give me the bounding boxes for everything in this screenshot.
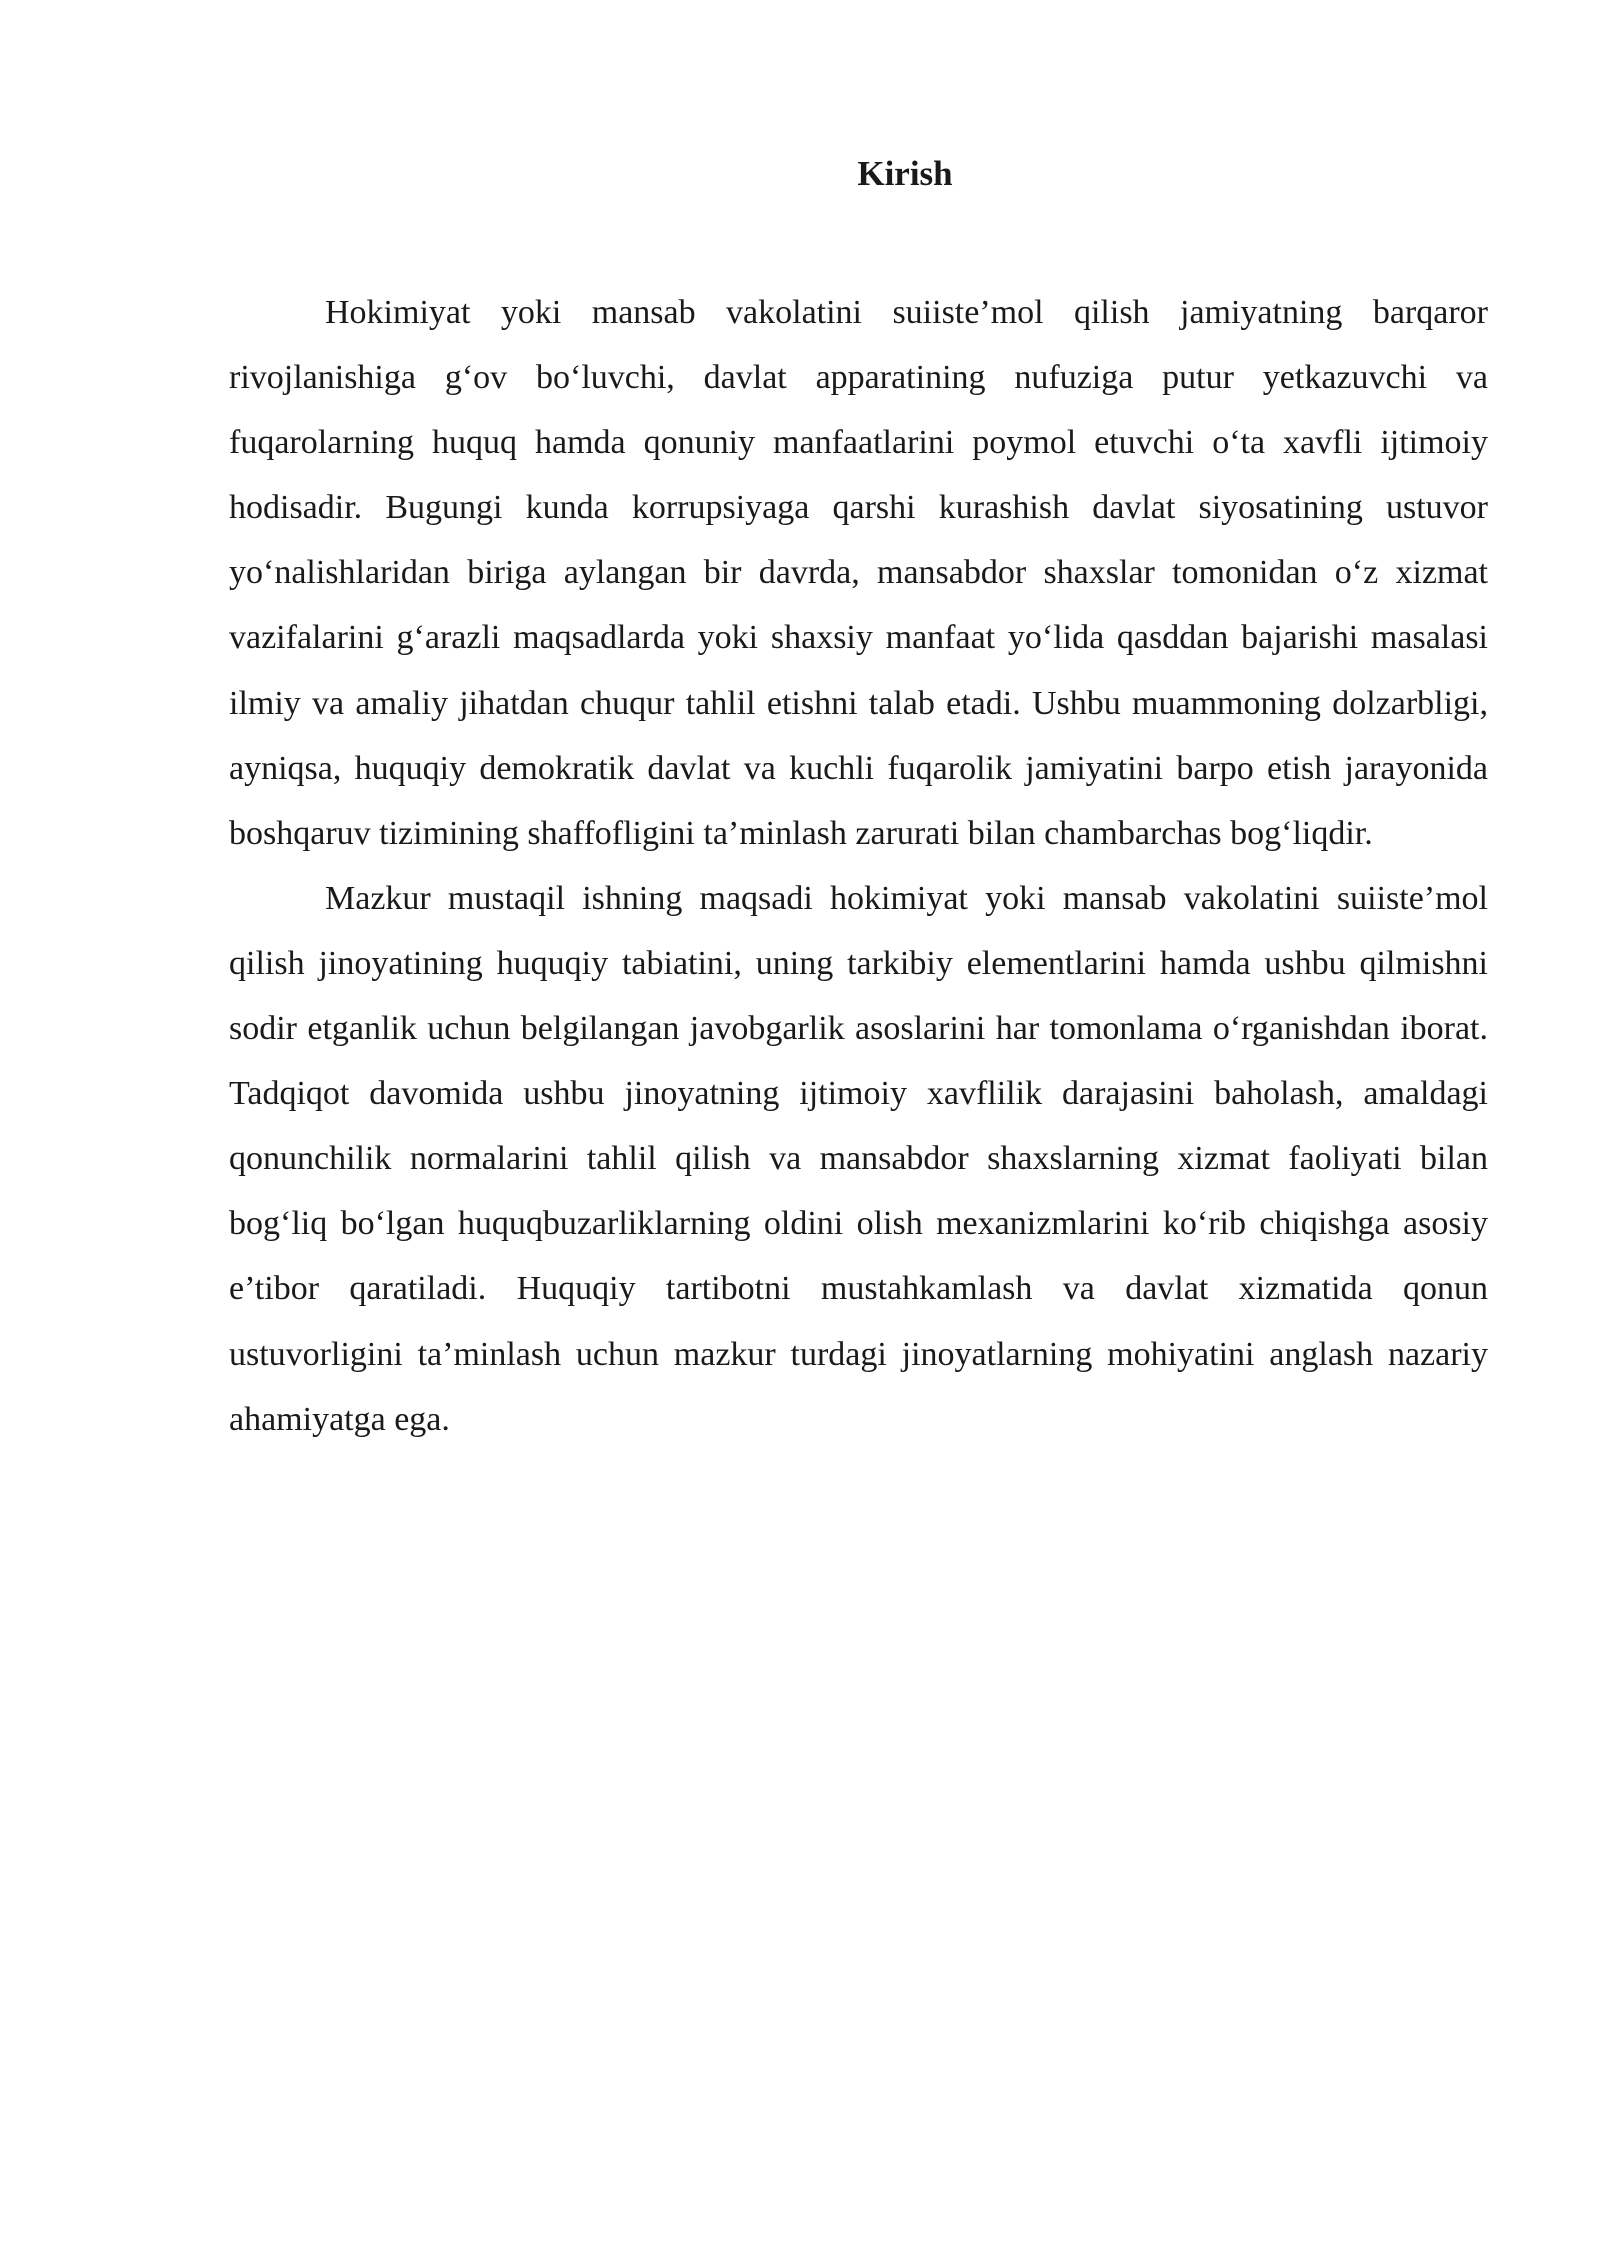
document-body: [229, 280, 1488, 1452]
page-title: Kirish: [857, 154, 953, 193]
paragraph-intro: Hokimiyat yoki mansab vakolatini suiiste’mol qilish jamiyatning barqaror rivojlanishiga g‘ov bo‘luvchi, davlat apparatining nufuziga putur yetkazuvchi va fuqarolarning huquq hamda qonuniy manfaatlarini poymol etuvchi o‘ta xavfli ijtimoiy hodisadir. Bugungi kunda korrupsiyaga qarshi kurashish davlat siyosatining ustuvor yo‘nalishlaridan biriga aylangan bir davrda, mansabdor shaxslar tomonidan o‘z xizmat vazifalarini g‘arazli maqsadlarda yoki shaxsiy manfaat yo‘lida qasddan bajarishi masalasi ilmiy va amaliy jihatdan chuqur tahlil etishni talab etadi. Ushbu muammoning dolzarbligi, ayniqsa, huquqiy demokratik davlat va kuchli fuqarolik jamiyatini barpo etish jarayonida boshqaruv tizimining shaffofligini ta’minlash zarurati bilan chambarchas bog‘liqdir.: [229, 294, 1488, 852]
paragraph-purpose: Mazkur mustaqil ishning maqsadi hokimiyat yoki mansab vakolatini suiiste’mol qilish jinoyatining huquqiy tabiatini, uning tarkibiy elementlarini hamda ushbu qilmishni sodir etganlik uchun belgilangan javobgarlik asoslarini har tomonlama o‘rganishdan iborat. Tadqiqot davomida ushbu jinoyatning ijtimoiy xavflilik darajasini baholash, amaldagi qonunchilik normalarini tahlil qilish va mansabdor shaxslarning xizmat faoliyati bilan bog‘liq bo‘lgan huquqbuzarliklarning oldini olish mexanizmlarini ko‘rib chiqishga asosiy e’tibor qaratiladi. Huquqiy tartibotni mustahkamlash va davlat xizmatida qonun ustuvorligini ta’minlash uchun mazkur turdagi jinoyatlarning mohiyatini anglash nazariy ahamiyatga ega.: [229, 879, 1488, 1438]
